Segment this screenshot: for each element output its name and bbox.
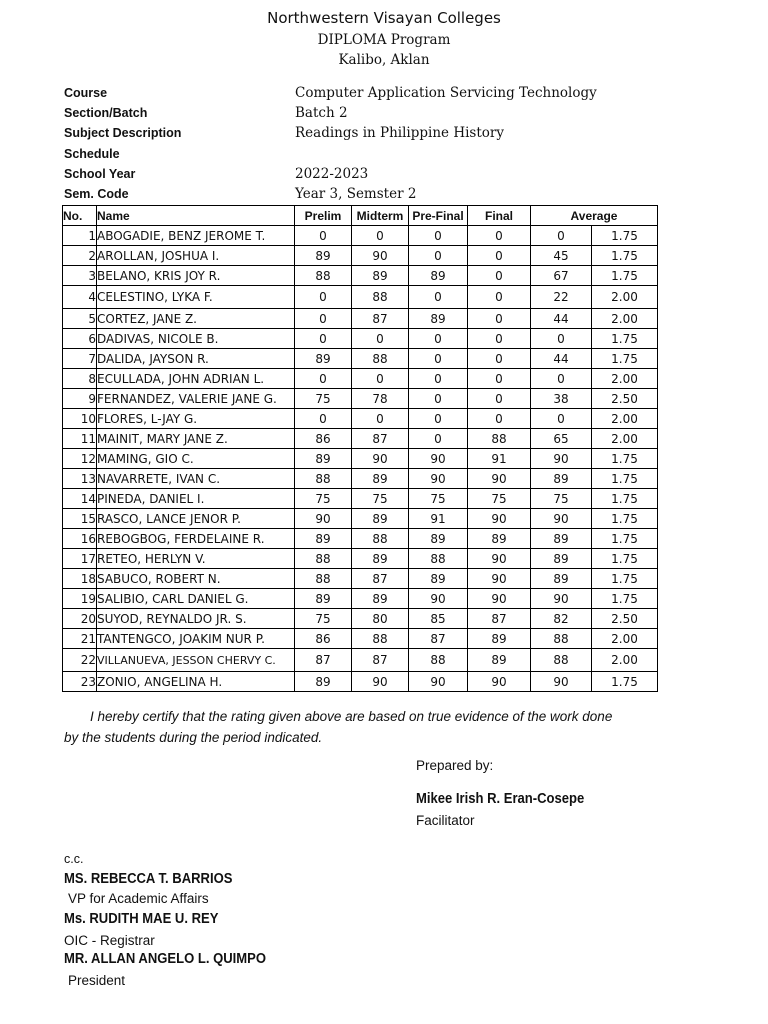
table-row xyxy=(63,246,658,266)
table-row xyxy=(63,286,658,309)
prefinal-grade: 89 xyxy=(409,266,468,286)
table-row xyxy=(63,649,658,672)
equivalent-grade: 1.75 xyxy=(592,246,658,266)
prelim-grade: 89 xyxy=(295,529,352,549)
equivalent-grade: 1.75 xyxy=(592,449,658,469)
final-grade: 90 xyxy=(468,549,531,569)
prelim-grade: 0 xyxy=(295,409,352,429)
final-grade: 90 xyxy=(468,469,531,489)
prefinal-grade: 89 xyxy=(409,569,468,589)
prefinal-grade: 85 xyxy=(409,609,468,629)
equivalent-grade: 1.75 xyxy=(592,469,658,489)
midterm-grade: 0 xyxy=(352,226,409,246)
average-score: 67 xyxy=(531,266,592,286)
table-row xyxy=(63,569,658,589)
student-name: VILLANUEVA, JESSON CHERVY C. xyxy=(97,649,295,672)
prefinal-grade: 0 xyxy=(409,369,468,389)
average-score: 0 xyxy=(531,369,592,389)
final-grade: 90 xyxy=(468,509,531,529)
average-score: 22 xyxy=(531,286,592,309)
certification-line-2: by the students during the period indicated. xyxy=(64,730,323,745)
prelim-grade: 87 xyxy=(295,649,352,672)
prelim-grade: 75 xyxy=(295,489,352,509)
final-grade: 0 xyxy=(468,369,531,389)
midterm-grade: 80 xyxy=(352,609,409,629)
final-grade: 75 xyxy=(468,489,531,509)
sem-code-label: Sem. Code xyxy=(64,187,129,201)
student-name: FLORES, L-JAY G. xyxy=(97,409,295,429)
midterm-grade: 89 xyxy=(352,266,409,286)
final-grade: 89 xyxy=(468,649,531,672)
final-grade: 91 xyxy=(468,449,531,469)
midterm-grade: 89 xyxy=(352,509,409,529)
equivalent-grade: 1.75 xyxy=(592,266,658,286)
student-name: MAINIT, MARY JANE Z. xyxy=(97,429,295,449)
schedule-label: Schedule xyxy=(64,147,120,161)
equivalent-grade: 1.75 xyxy=(592,329,658,349)
average-score: 0 xyxy=(531,226,592,246)
midterm-grade: 78 xyxy=(352,389,409,409)
cc-recipient-title: President xyxy=(68,973,126,988)
table-row xyxy=(63,369,658,389)
table-row xyxy=(63,529,658,549)
school-year-label: School Year xyxy=(64,167,136,181)
midterm-grade: 0 xyxy=(352,409,409,429)
equivalent-grade: 2.50 xyxy=(592,389,658,409)
prefinal-grade: 0 xyxy=(409,286,468,309)
prelim-grade: 88 xyxy=(295,549,352,569)
cc-recipient-name: MS. REBECCA T. BARRIOS xyxy=(64,871,233,887)
average-score: 90 xyxy=(531,449,592,469)
cc-recipient-title: VP for Academic Affairs xyxy=(68,891,209,906)
table-row xyxy=(63,549,658,569)
table-row xyxy=(63,309,658,329)
student-name: ECULLADA, JOHN ADRIAN L. xyxy=(97,369,295,389)
student-number: 4 xyxy=(63,286,97,309)
student-name: SABUCO, ROBERT N. xyxy=(97,569,295,589)
equivalent-grade: 2.00 xyxy=(592,369,658,389)
table-row xyxy=(63,509,658,529)
midterm-grade: 89 xyxy=(352,469,409,489)
final-grade: 0 xyxy=(468,309,531,329)
average-score: 90 xyxy=(531,589,592,609)
midterm-grade: 88 xyxy=(352,286,409,309)
average-score: 89 xyxy=(531,549,592,569)
student-number: 13 xyxy=(63,469,97,489)
average-score: 89 xyxy=(531,529,592,549)
subject-label: Subject Description xyxy=(64,126,182,140)
student-name: CORTEZ, JANE Z. xyxy=(97,309,295,329)
grades-table xyxy=(62,205,658,692)
prefinal-grade: 91 xyxy=(409,509,468,529)
average-score: 44 xyxy=(531,309,592,329)
student-number: 10 xyxy=(63,409,97,429)
prepared-by-label: Prepared by: xyxy=(416,758,494,773)
student-number: 2 xyxy=(63,246,97,266)
preparer-name: Mikee Irish R. Eran-Cosepe xyxy=(416,791,585,807)
equivalent-grade: 2.00 xyxy=(592,409,658,429)
final-grade: 0 xyxy=(468,266,531,286)
midterm-grade: 88 xyxy=(352,629,409,649)
student-name: DALIDA, JAYSON R. xyxy=(97,349,295,369)
midterm-grade: 90 xyxy=(352,672,409,692)
midterm-grade: 0 xyxy=(352,369,409,389)
student-number: 22 xyxy=(63,649,97,672)
header-average: Average xyxy=(531,206,658,226)
sem-code-value: Year 3, Semster 2 xyxy=(295,186,417,202)
student-number: 1 xyxy=(63,226,97,246)
student-name: CELESTINO, LYKA F. xyxy=(97,286,295,309)
prefinal-grade: 0 xyxy=(409,389,468,409)
equivalent-grade: 2.00 xyxy=(592,286,658,309)
student-name: RASCO, LANCE JENOR P. xyxy=(97,509,295,529)
table-row xyxy=(63,329,658,349)
prelim-grade: 89 xyxy=(295,246,352,266)
table-row xyxy=(63,609,658,629)
student-name: SALIBIO, CARL DANIEL G. xyxy=(97,589,295,609)
prefinal-grade: 90 xyxy=(409,449,468,469)
prelim-grade: 90 xyxy=(295,509,352,529)
school-year-value: 2022-2023 xyxy=(295,166,369,182)
equivalent-grade: 2.00 xyxy=(592,649,658,672)
prelim-grade: 75 xyxy=(295,389,352,409)
student-name: MAMING, GIO C. xyxy=(97,449,295,469)
prelim-grade: 89 xyxy=(295,589,352,609)
average-score: 44 xyxy=(531,349,592,369)
header-name: Name xyxy=(97,206,295,226)
midterm-grade: 87 xyxy=(352,429,409,449)
certification-line-1: I hereby certify that the rating given above are based on true evidence of the work done xyxy=(90,709,613,724)
midterm-grade: 87 xyxy=(352,649,409,672)
table-row xyxy=(63,429,658,449)
average-score: 75 xyxy=(531,489,592,509)
prelim-grade: 86 xyxy=(295,629,352,649)
course-label: Course xyxy=(64,86,108,100)
course-value: Computer Application Servicing Technology xyxy=(295,85,597,101)
student-name: PINEDA, DANIEL I. xyxy=(97,489,295,509)
prelim-grade: 0 xyxy=(295,286,352,309)
prelim-grade: 88 xyxy=(295,469,352,489)
school-location: Kalibo, Aklan xyxy=(338,52,430,68)
table-row xyxy=(63,629,658,649)
prefinal-grade: 88 xyxy=(409,549,468,569)
equivalent-grade: 2.00 xyxy=(592,429,658,449)
table-header-row xyxy=(63,206,658,226)
table-row xyxy=(63,469,658,489)
average-score: 90 xyxy=(531,509,592,529)
midterm-grade: 89 xyxy=(352,589,409,609)
prefinal-grade: 75 xyxy=(409,489,468,509)
student-number: 12 xyxy=(63,449,97,469)
student-name: SUYOD, REYNALDO JR. S. xyxy=(97,609,295,629)
prefinal-grade: 0 xyxy=(409,409,468,429)
student-name: REBOGBOG, FERDELAINE R. xyxy=(97,529,295,549)
prefinal-grade: 0 xyxy=(409,329,468,349)
header-prelim: Prelim xyxy=(295,206,352,226)
student-number: 18 xyxy=(63,569,97,589)
student-name: RETEO, HERLYN V. xyxy=(97,549,295,569)
student-name: AROLLAN, JOSHUA I. xyxy=(97,246,295,266)
student-number: 6 xyxy=(63,329,97,349)
header-no: No. xyxy=(63,206,97,226)
average-score: 89 xyxy=(531,469,592,489)
midterm-grade: 89 xyxy=(352,549,409,569)
midterm-grade: 87 xyxy=(352,309,409,329)
school-name: Northwestern Visayan Colleges xyxy=(267,9,501,27)
average-score: 82 xyxy=(531,609,592,629)
student-name: DADIVAS, NICOLE B. xyxy=(97,329,295,349)
final-grade: 90 xyxy=(468,589,531,609)
student-number: 15 xyxy=(63,509,97,529)
final-grade: 0 xyxy=(468,409,531,429)
prefinal-grade: 87 xyxy=(409,629,468,649)
cc-recipient-name: Ms. RUDITH MAE U. REY xyxy=(64,911,219,927)
prefinal-grade: 88 xyxy=(409,649,468,672)
prelim-grade: 0 xyxy=(295,329,352,349)
final-grade: 0 xyxy=(468,389,531,409)
prefinal-grade: 90 xyxy=(409,589,468,609)
header-midterm: Midterm xyxy=(352,206,409,226)
average-score: 45 xyxy=(531,246,592,266)
section-label: Section/Batch xyxy=(64,106,148,120)
final-grade: 0 xyxy=(468,349,531,369)
prelim-grade: 88 xyxy=(295,569,352,589)
preparer-title: Facilitator xyxy=(416,813,475,828)
equivalent-grade: 1.75 xyxy=(592,569,658,589)
prefinal-grade: 0 xyxy=(409,349,468,369)
equivalent-grade: 2.50 xyxy=(592,609,658,629)
equivalent-grade: 2.00 xyxy=(592,309,658,329)
student-number: 19 xyxy=(63,589,97,609)
equivalent-grade: 1.75 xyxy=(592,589,658,609)
prelim-grade: 89 xyxy=(295,449,352,469)
student-number: 7 xyxy=(63,349,97,369)
equivalent-grade: 1.75 xyxy=(592,549,658,569)
student-number: 14 xyxy=(63,489,97,509)
table-row xyxy=(63,489,658,509)
program-name: DIPLOMA Program xyxy=(317,32,451,48)
prelim-grade: 0 xyxy=(295,369,352,389)
student-number: 16 xyxy=(63,529,97,549)
prefinal-grade: 89 xyxy=(409,529,468,549)
average-score: 38 xyxy=(531,389,592,409)
final-grade: 0 xyxy=(468,246,531,266)
midterm-grade: 88 xyxy=(352,349,409,369)
student-name: BELANO, KRIS JOY R. xyxy=(97,266,295,286)
header-prefinal: Pre-Final xyxy=(409,206,468,226)
midterm-grade: 88 xyxy=(352,529,409,549)
final-grade: 89 xyxy=(468,529,531,549)
average-score: 90 xyxy=(531,672,592,692)
student-name: TANTENGCO, JOAKIM NUR P. xyxy=(97,629,295,649)
cc-recipient-name: MR. ALLAN ANGELO L. QUIMPO xyxy=(64,951,267,967)
final-grade: 0 xyxy=(468,329,531,349)
equivalent-grade: 1.75 xyxy=(592,226,658,246)
prefinal-grade: 0 xyxy=(409,246,468,266)
cc-label: c.c. xyxy=(64,852,84,866)
midterm-grade: 87 xyxy=(352,569,409,589)
average-score: 89 xyxy=(531,569,592,589)
student-number: 5 xyxy=(63,309,97,329)
average-score: 0 xyxy=(531,329,592,349)
prefinal-grade: 90 xyxy=(409,672,468,692)
prefinal-grade: 90 xyxy=(409,469,468,489)
prefinal-grade: 89 xyxy=(409,309,468,329)
prefinal-grade: 0 xyxy=(409,226,468,246)
equivalent-grade: 1.75 xyxy=(592,529,658,549)
prelim-grade: 0 xyxy=(295,309,352,329)
student-name: NAVARRETE, IVAN C. xyxy=(97,469,295,489)
header-final: Final xyxy=(468,206,531,226)
average-score: 0 xyxy=(531,409,592,429)
prefinal-grade: 0 xyxy=(409,429,468,449)
prelim-grade: 89 xyxy=(295,672,352,692)
table-row xyxy=(63,226,658,246)
student-number: 21 xyxy=(63,629,97,649)
student-name: FERNANDEZ, VALERIE JANE G. xyxy=(97,389,295,409)
equivalent-grade: 2.00 xyxy=(592,629,658,649)
final-grade: 90 xyxy=(468,569,531,589)
student-number: 3 xyxy=(63,266,97,286)
prelim-grade: 75 xyxy=(295,609,352,629)
equivalent-grade: 1.75 xyxy=(592,509,658,529)
final-grade: 0 xyxy=(468,226,531,246)
equivalent-grade: 1.75 xyxy=(592,489,658,509)
student-number: 8 xyxy=(63,369,97,389)
equivalent-grade: 1.75 xyxy=(592,672,658,692)
section-value: Batch 2 xyxy=(295,105,348,121)
student-number: 17 xyxy=(63,549,97,569)
final-grade: 87 xyxy=(468,609,531,629)
average-score: 65 xyxy=(531,429,592,449)
table-row xyxy=(63,449,658,469)
student-number: 9 xyxy=(63,389,97,409)
prelim-grade: 0 xyxy=(295,226,352,246)
student-number: 20 xyxy=(63,609,97,629)
student-number: 11 xyxy=(63,429,97,449)
prelim-grade: 86 xyxy=(295,429,352,449)
table-row xyxy=(63,266,658,286)
average-score: 88 xyxy=(531,629,592,649)
average-score: 88 xyxy=(531,649,592,672)
student-name: ABOGADIE, BENZ JEROME T. xyxy=(97,226,295,246)
student-name: ZONIO, ANGELINA H. xyxy=(97,672,295,692)
midterm-grade: 0 xyxy=(352,329,409,349)
final-grade: 88 xyxy=(468,429,531,449)
final-grade: 0 xyxy=(468,286,531,309)
student-number: 23 xyxy=(63,672,97,692)
prelim-grade: 89 xyxy=(295,349,352,369)
midterm-grade: 90 xyxy=(352,449,409,469)
table-row xyxy=(63,672,658,692)
final-grade: 90 xyxy=(468,672,531,692)
final-grade: 89 xyxy=(468,629,531,649)
equivalent-grade: 1.75 xyxy=(592,349,658,369)
table-row xyxy=(63,589,658,609)
table-row xyxy=(63,389,658,409)
cc-recipient-title: OIC - Registrar xyxy=(64,933,155,948)
prelim-grade: 88 xyxy=(295,266,352,286)
table-row xyxy=(63,409,658,429)
midterm-grade: 75 xyxy=(352,489,409,509)
table-row xyxy=(63,349,658,369)
midterm-grade: 90 xyxy=(352,246,409,266)
subject-value: Readings in Philippine History xyxy=(295,125,504,141)
